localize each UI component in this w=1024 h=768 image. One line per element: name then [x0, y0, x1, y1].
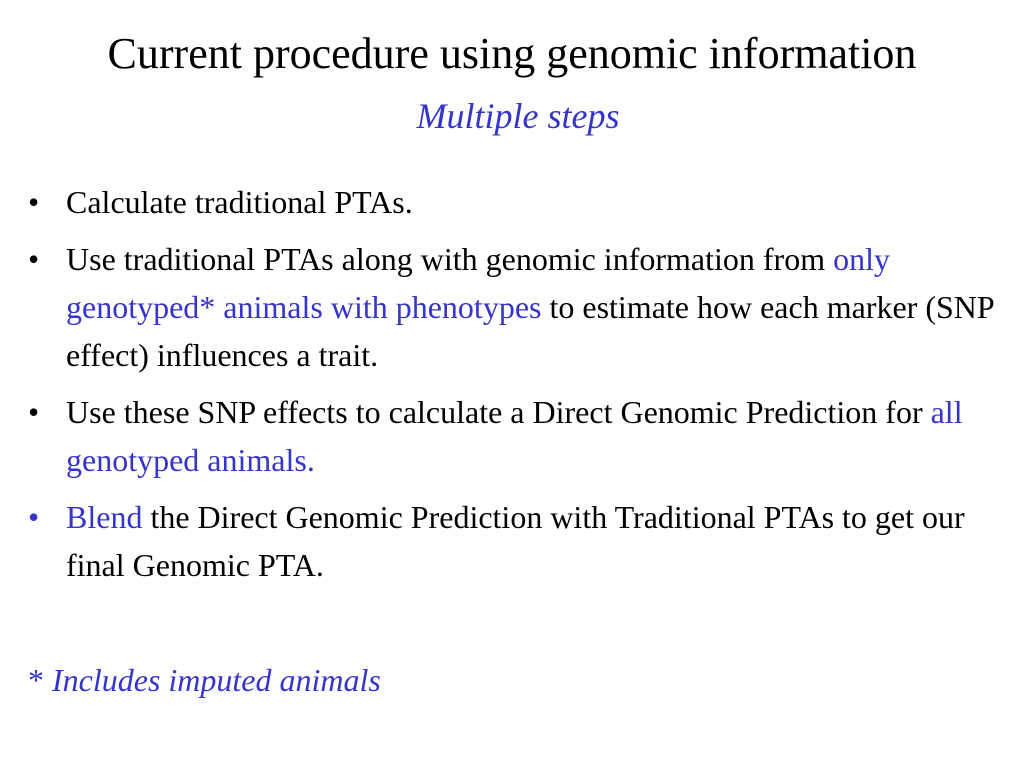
- bullet-highlight-text: Blend: [66, 499, 143, 535]
- bullet-text-segment: to estimate how each marker (SNP effect) influences a trait.: [66, 289, 994, 373]
- bullet-marker: •: [28, 394, 40, 430]
- bullet-text: [66, 499, 965, 583]
- slide-subtitle: Multiple steps: [416, 96, 620, 136]
- bullet-text: [66, 184, 413, 220]
- bullet-list: [28, 178, 1018, 598]
- bullet-text: [66, 241, 993, 373]
- bullet-text: [66, 394, 963, 478]
- footnote: [28, 656, 381, 704]
- bullet-marker: •: [28, 184, 40, 220]
- bullet-marker: •: [28, 499, 40, 535]
- bullet-text-segment: Calculate traditional PTAs.: [66, 184, 413, 220]
- bullet-marker: •: [28, 241, 40, 277]
- bullet-text-segment: Use these SNP effects to calculate a Direct Genomic Prediction for: [66, 394, 931, 430]
- bullet-item: [28, 235, 1018, 379]
- footnote-text: Includes imputed animals: [52, 662, 381, 698]
- bullet-highlight-text: only genotyped* animals with phenotypes: [66, 241, 890, 325]
- bullet-item: [28, 178, 1018, 226]
- slide-title: Current procedure using genomic information: [107, 29, 917, 78]
- bullet-text-segment: the Direct Genomic Prediction with Traditional PTAs to get our final Genomic PTA.: [66, 499, 965, 583]
- bullet-item: [28, 493, 1018, 589]
- bullet-text-segment: Use traditional PTAs along with genomic information from: [66, 241, 834, 277]
- bullet-item: [28, 388, 1018, 484]
- footnote-marker: *: [28, 662, 52, 698]
- bullet-highlight-text: all genotyped animals.: [66, 394, 963, 478]
